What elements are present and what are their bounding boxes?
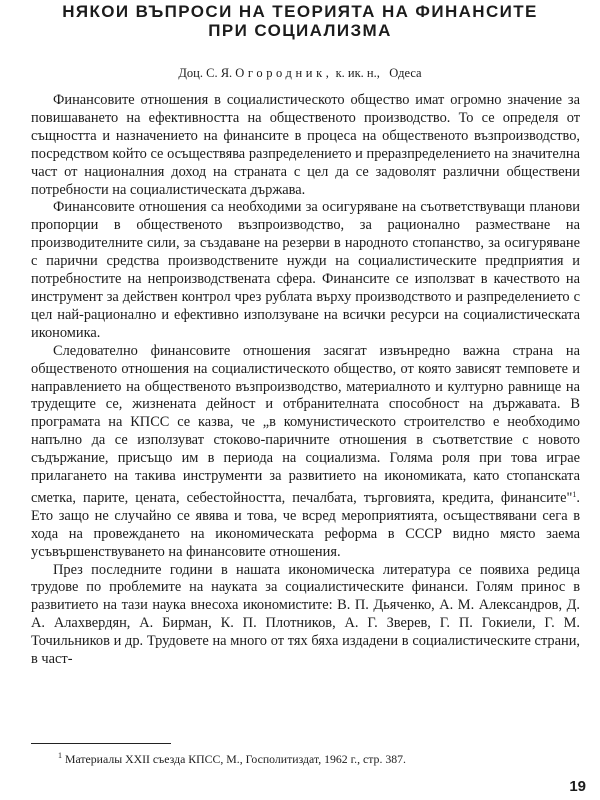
author-degree: к. ик. н.,	[335, 66, 380, 80]
article-title-line-2: ПРИ СОЦИАЛИЗМА	[208, 21, 392, 40]
paragraph-3-text: Следователно финансовите отношения засягат извънредно важна страна на общественото отношения на социалистическото общество, от която зависят темповете и направлението на общественото възпроизводство, материалното и културно равнище на трудещите се, жизнената дейност и отбранителната способност на държавата. В програмата на КПСС се казва, че „в комунистическото строителство е необходимо напълно да се използуват стоково-паричните отношения в съответствие с новото съдържание, присъщо им в периода на социализма. Голяма роля при това играе прилагането на такива инструменти за развитието на икономиката, като стопанската сметка, парите, цената, себестойността, печалбата, търговията, кредита, финансите"	[31, 342, 580, 506]
author-surname: Огородник,	[235, 66, 333, 80]
paragraph-4: През последните години в нашата икономическа литература се появиха редица трудове по проблемите на науката за социалистическите финанси. Голям принос в развитието на тази наука внесоха икономистите: В. П. Дьяченко, А. М. Александров, Д. А. Алахвердян, А. Бирман, К. П. Плотников, А. Г. Зверев, Г. П. Гокиели, Г. М. Точильников и др. Трудовете на много от тях бяха издадени в социалистическите страни, в част-	[31, 561, 580, 668]
footnote-reference: 1	[572, 489, 577, 499]
paragraph-1: Финансовите отношения в социалистическото общество имат огромно значение за повишаването на ефективността на общественото производство. То се определя от същността и назначението на финансите в процеса на общественото възпроизводство, посредством който се осъществява разпределението и преразпределението на значителна част от националния доход на страната с цел да се задоволят различни обществени потребности на социалистическата държава.	[31, 92, 580, 198]
author-prefix: Доц. С. Я.	[178, 66, 233, 80]
author-line	[20, 65, 580, 81]
article-title-line-1: НЯКОИ ВЪПРОСИ НА ТЕОРИЯТА НА ФИНАНСИТЕ	[62, 2, 538, 21]
footnote-marker: 1	[58, 751, 62, 760]
paragraph-2: Финансовите отношения са необходими за осигуряване на съответствуващи планови пропорции в общественото възпроизводство, за рационално разместване на производителните сили, за създаване на резерви в народното стопанство, за осигуряване с парични средства производствените нужди на социалистическите предприятия и потребностите на непроизводствената сфера. Финансите се използват в качеството на инструмент за действен контрол чрез рублата върху производството и разпределението с цел най-рационално и ефективно използуване на всички ресурси на социалистическата икономика.	[31, 199, 580, 341]
paragraph-3	[31, 343, 580, 562]
paragraph-3-tail: . Ето защо не случайно се явява и това, че всред мероприятията, осъществявани сега в хода на провеждането на икономическата реформа в СССР видно място заема усъвършенствуването на финансовите отношения.	[31, 489, 580, 560]
author-city: Одеса	[389, 66, 422, 80]
page-number: 19	[569, 778, 586, 795]
footnote-text: Материалы XXII съезда КПСС, М., Госполитиздат, 1962 г., стр. 387.	[64, 752, 406, 766]
article-body	[31, 92, 580, 669]
footnote-divider	[31, 743, 171, 744]
footnote	[58, 748, 578, 767]
